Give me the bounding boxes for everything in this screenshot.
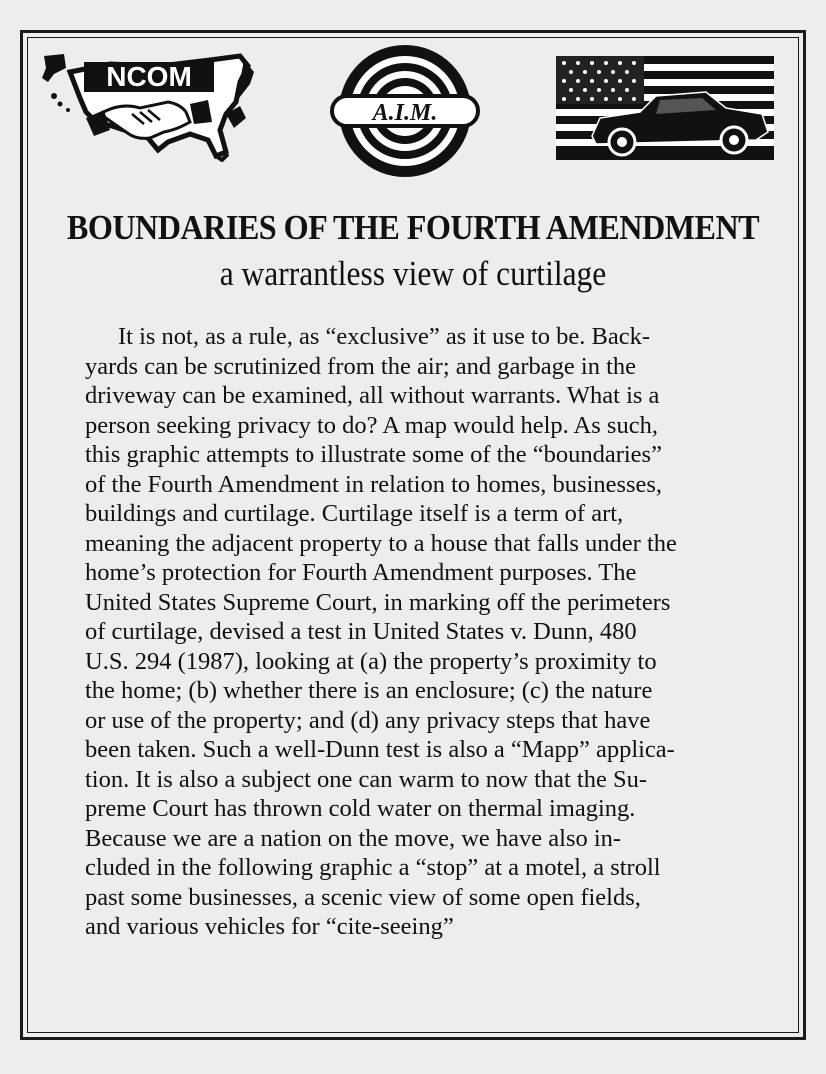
body-line: Because we are a nation on the move, we have also in-	[85, 824, 622, 852]
handshake-usa-map-icon	[40, 52, 255, 162]
body-line: this graphic attempts to illustrate some of the “boundaries”	[85, 441, 662, 468]
flag-with-car-icon	[556, 56, 774, 160]
body-line: preme Court has thrown cold water on thermal imaging.	[85, 795, 636, 822]
body-line: meaning the adjacent property to a house that falls under the	[85, 529, 677, 557]
body-line: and various vehicles for “cite-seeing”	[85, 913, 454, 940]
body-line: been taken. Such a well-Dunn test is also a “Mapp” applica-	[85, 736, 675, 763]
body-line: of the Fourth Amendment in relation to homes, businesses,	[85, 470, 663, 498]
body-line: tion. It is also a subject one can warm to now that the Su-	[85, 765, 648, 793]
body-line: United States Supreme Court, in marking off the perimeters	[85, 588, 671, 616]
body-line: person seeking privacy to do? A map would help. As such,	[85, 411, 658, 439]
body-line: buildings and curtilage. Curtilage itself is a term of art,	[85, 500, 624, 527]
body-line: It is not, as a rule, as “exclusive” as it use to be. Back-	[118, 323, 651, 350]
body-line: U.S. 294 (1987), looking at (a) the property’s proximity to	[85, 647, 657, 675]
page-subtitle: a warrantless view of curtilage	[219, 254, 607, 293]
body-line: or use of the property; and (d) any privacy steps that have	[85, 706, 651, 734]
body-line: the home; (b) whether there is an enclosure; (c) the nature	[85, 677, 653, 704]
body-line: yards can be scrutinized from the air; and garbage in the	[85, 352, 637, 380]
body-line: past some businesses, a scenic view of some open fields,	[85, 883, 641, 911]
body-paragraph	[85, 322, 765, 942]
body-line: cluded in the following graphic a “stop” at a motel, a stroll	[85, 854, 661, 881]
body-line: of curtilage, devised a test in United States v. Dunn, 480	[85, 618, 637, 645]
ncom-logo	[40, 52, 255, 162]
page-title: BOUNDARIES OF THE FOURTH AMENDMENT	[66, 208, 760, 247]
aim-logo	[330, 44, 480, 179]
aim-logo-text: A.I.M.	[372, 100, 438, 126]
body-line: driveway can be examined, all without warrants. What is a	[85, 382, 660, 409]
flag-car-logo	[556, 56, 774, 160]
body-line: home’s protection for Fourth Amendment purposes. The	[85, 559, 637, 586]
ncom-logo-text: NCOM	[106, 61, 192, 92]
target-rings-icon	[330, 44, 480, 179]
